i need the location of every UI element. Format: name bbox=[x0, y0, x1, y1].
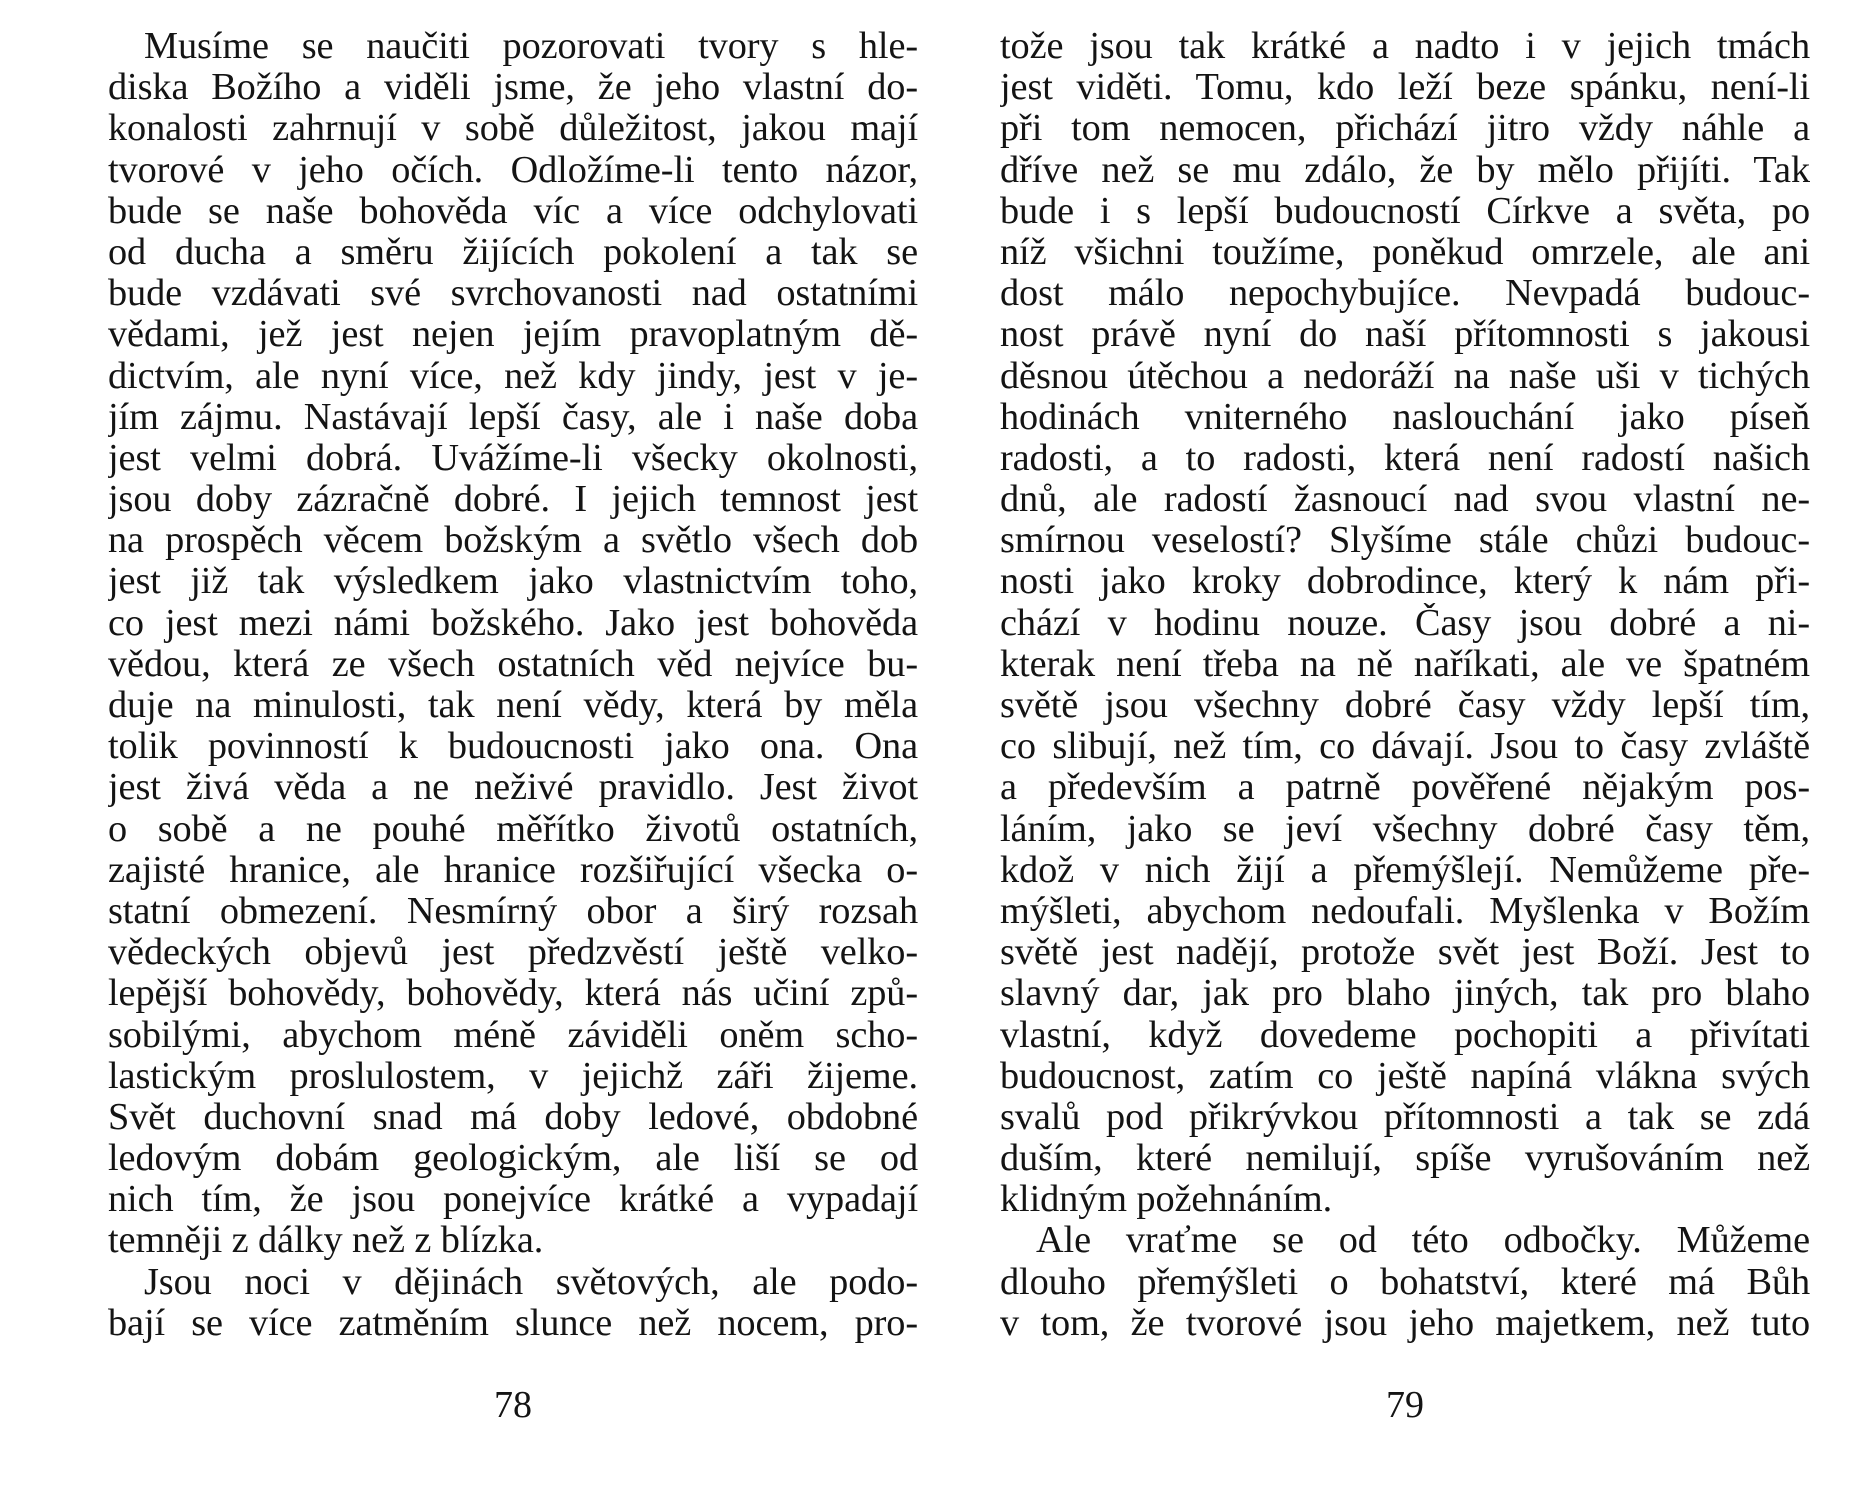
text-line: na prospěch věcem božským a světlo všech dob bbox=[108, 520, 918, 562]
text-line: klidným požehnáním. bbox=[1000, 1179, 1333, 1221]
text-line: konalosti zahrnují v sobě důležitost, jakou mají bbox=[108, 108, 918, 150]
text-line: nosti jako kroky dobrodince, který k nám při- bbox=[1000, 561, 1810, 603]
text-line: od ducha a směru žijících pokolení a tak se bbox=[108, 231, 918, 273]
text-line: o sobě a ne pouhé měřítko životů ostatních, bbox=[108, 808, 918, 850]
text-line: jest živá věda a ne neživé pravidlo. Jest život bbox=[108, 767, 918, 809]
right-page-body-text bbox=[1000, 26, 1810, 1344]
text-line: co jest mezi námi božského. Jako jest bohověda bbox=[108, 602, 918, 644]
text-line: světě jest nadějí, protože svět jest Boží. Jest to bbox=[1000, 932, 1810, 974]
text-line: co slibují, než tím, co dávají. Jsou to časy zvláště bbox=[1000, 726, 1810, 768]
text-line: statní obmezení. Nesmírný obor a širý rozsah bbox=[108, 890, 918, 932]
text-line: Musíme se naučiti pozorovati tvory s hle- bbox=[144, 26, 918, 67]
text-line: jest již tak výsledkem jako vlastnictvím toho, bbox=[108, 561, 918, 603]
text-line: zajisté hranice, ale hranice rozšiřující všecka o- bbox=[108, 849, 918, 891]
text-line: nost právě nyní do naší přítomnosti s jakousi bbox=[1000, 314, 1810, 356]
text-line: jím zájmu. Nastávají lepší časy, ale i naše doba bbox=[108, 396, 918, 438]
text-line: duje na minulosti, tak není vědy, která by měla bbox=[108, 685, 918, 726]
text-line: sobilými, abychom méně záviděli oněm scho- bbox=[108, 1014, 918, 1056]
text-line: bude i s lepší budoucností Církve a světa, po bbox=[1000, 190, 1810, 232]
page-number-right: 79 bbox=[1386, 1384, 1424, 1426]
text-line: bude se naše bohověda víc a více odchylovati bbox=[108, 190, 918, 232]
text-line: Ale vraťme se od této odbočky. Můžeme bbox=[1036, 1220, 1810, 1262]
text-line: jsou doby zázračně dobré. I jejich temnost jest bbox=[108, 479, 918, 521]
text-line: níž všichni toužíme, poněkud omrzele, ale ani bbox=[1000, 231, 1810, 273]
text-line: dříve než se mu zdálo, že by mělo přijíti. Tak bbox=[1000, 149, 1810, 191]
text-line: radosti, a to radosti, která není radostí našich bbox=[1000, 437, 1810, 479]
page-number-left: 78 bbox=[494, 1384, 532, 1426]
text-line: jest viděti. Tomu, kdo leží beze spánku, není-li bbox=[1000, 67, 1810, 109]
text-line: hodinách vniterného naslouchání jako píseň bbox=[1000, 396, 1810, 438]
text-line: tvorové v jeho očích. Odložíme-li tento názor, bbox=[108, 149, 918, 191]
text-line: vědeckých objevů jest předzvěstí ještě velko- bbox=[108, 932, 918, 974]
text-line: mýšleti, abychom nedoufali. Myšlenka v Božím bbox=[1000, 890, 1810, 932]
text-line: Svět duchovní snad má doby ledové, obdobné bbox=[108, 1096, 918, 1138]
text-line: Jsou noci v dějinách světových, ale podo- bbox=[144, 1261, 918, 1303]
text-line: nich tím, že jsou ponejvíce krátké a vypadají bbox=[108, 1179, 918, 1221]
text-line: svalů pod přikrývkou přítomnosti a tak se zdá bbox=[1000, 1096, 1810, 1138]
text-line: kdož v nich žijí a přemýšlejí. Nemůžeme pře- bbox=[1000, 849, 1810, 891]
text-line: bude vzdávati své svrchovanosti nad ostatními bbox=[108, 273, 918, 315]
text-line: lepější bohovědy, bohovědy, která nás učiní způ- bbox=[108, 973, 918, 1015]
text-line: jest velmi dobrá. Uvážíme-li všecky okolnosti, bbox=[108, 437, 918, 479]
text-line: vědami, jež jest nejen jejím pravoplatným dě- bbox=[108, 314, 918, 356]
text-line: dictvím, ale nyní více, než kdy jindy, jest v je- bbox=[108, 355, 918, 397]
text-line: vědou, která ze všech ostatních věd nejvíce bu- bbox=[108, 643, 918, 685]
text-line: budoucnost, zatím co ještě napíná vlákna svých bbox=[1000, 1055, 1810, 1097]
text-line: lastickým proslulostem, v jejichž záři žijeme. bbox=[108, 1055, 918, 1097]
text-line: duším, které nemilují, spíše vyrušováním než bbox=[1000, 1138, 1810, 1180]
text-line: dost málo nepochybujíce. Nevpadá budouc- bbox=[1000, 273, 1810, 315]
right-page bbox=[1000, 26, 1810, 1344]
text-line: diska Božího a viděli jsme, že jeho vlastní do- bbox=[108, 67, 918, 109]
text-line: v tom, že tvorové jsou jeho majetkem, než tuto bbox=[1000, 1302, 1810, 1344]
text-line: láním, jako se jeví všechny dobré časy těm, bbox=[1000, 808, 1810, 850]
text-line: při tom nemocen, přichází jitro vždy náhle a bbox=[1000, 108, 1810, 150]
left-page-body-text bbox=[108, 26, 918, 1344]
text-line: kterak není třeba na ně naříkati, ale ve špatném bbox=[1000, 643, 1810, 685]
text-line: vlastní, když dovedeme pochopiti a přivítati bbox=[1000, 1014, 1810, 1056]
text-line: chází v hodinu nouze. Časy jsou dobré a ni- bbox=[1000, 602, 1810, 644]
text-line: tolik povinností k budoucnosti jako ona. Ona bbox=[108, 726, 918, 768]
text-line: děsnou útěchou a nedoráží na naše uši v tichých bbox=[1000, 355, 1810, 397]
text-line: temněji z dálky než z blízka. bbox=[108, 1220, 544, 1262]
left-page bbox=[108, 26, 918, 1344]
text-line: dlouho přemýšleti o bohatství, které má Bůh bbox=[1000, 1261, 1810, 1303]
text-line: a především a patrně pověřené nějakým pos- bbox=[1000, 767, 1810, 809]
text-line: smírnou veselostí? Slyšíme stále chůzi budouc- bbox=[1000, 520, 1810, 562]
text-line: bají se více zatměním slunce než nocem, pro- bbox=[108, 1302, 918, 1344]
text-line: dnů, ale radostí žasnoucí nad svou vlastní ne- bbox=[1000, 479, 1810, 521]
text-line: světě jsou všechny dobré časy vždy lepší tím, bbox=[1000, 685, 1810, 726]
text-line: tože jsou tak krátké a nadto i v jejich tmách bbox=[1000, 26, 1810, 67]
text-line: ledovým dobám geologickým, ale liší se od bbox=[108, 1138, 918, 1180]
text-line: slavný dar, jak pro blaho jiných, tak pro blaho bbox=[1000, 973, 1810, 1015]
